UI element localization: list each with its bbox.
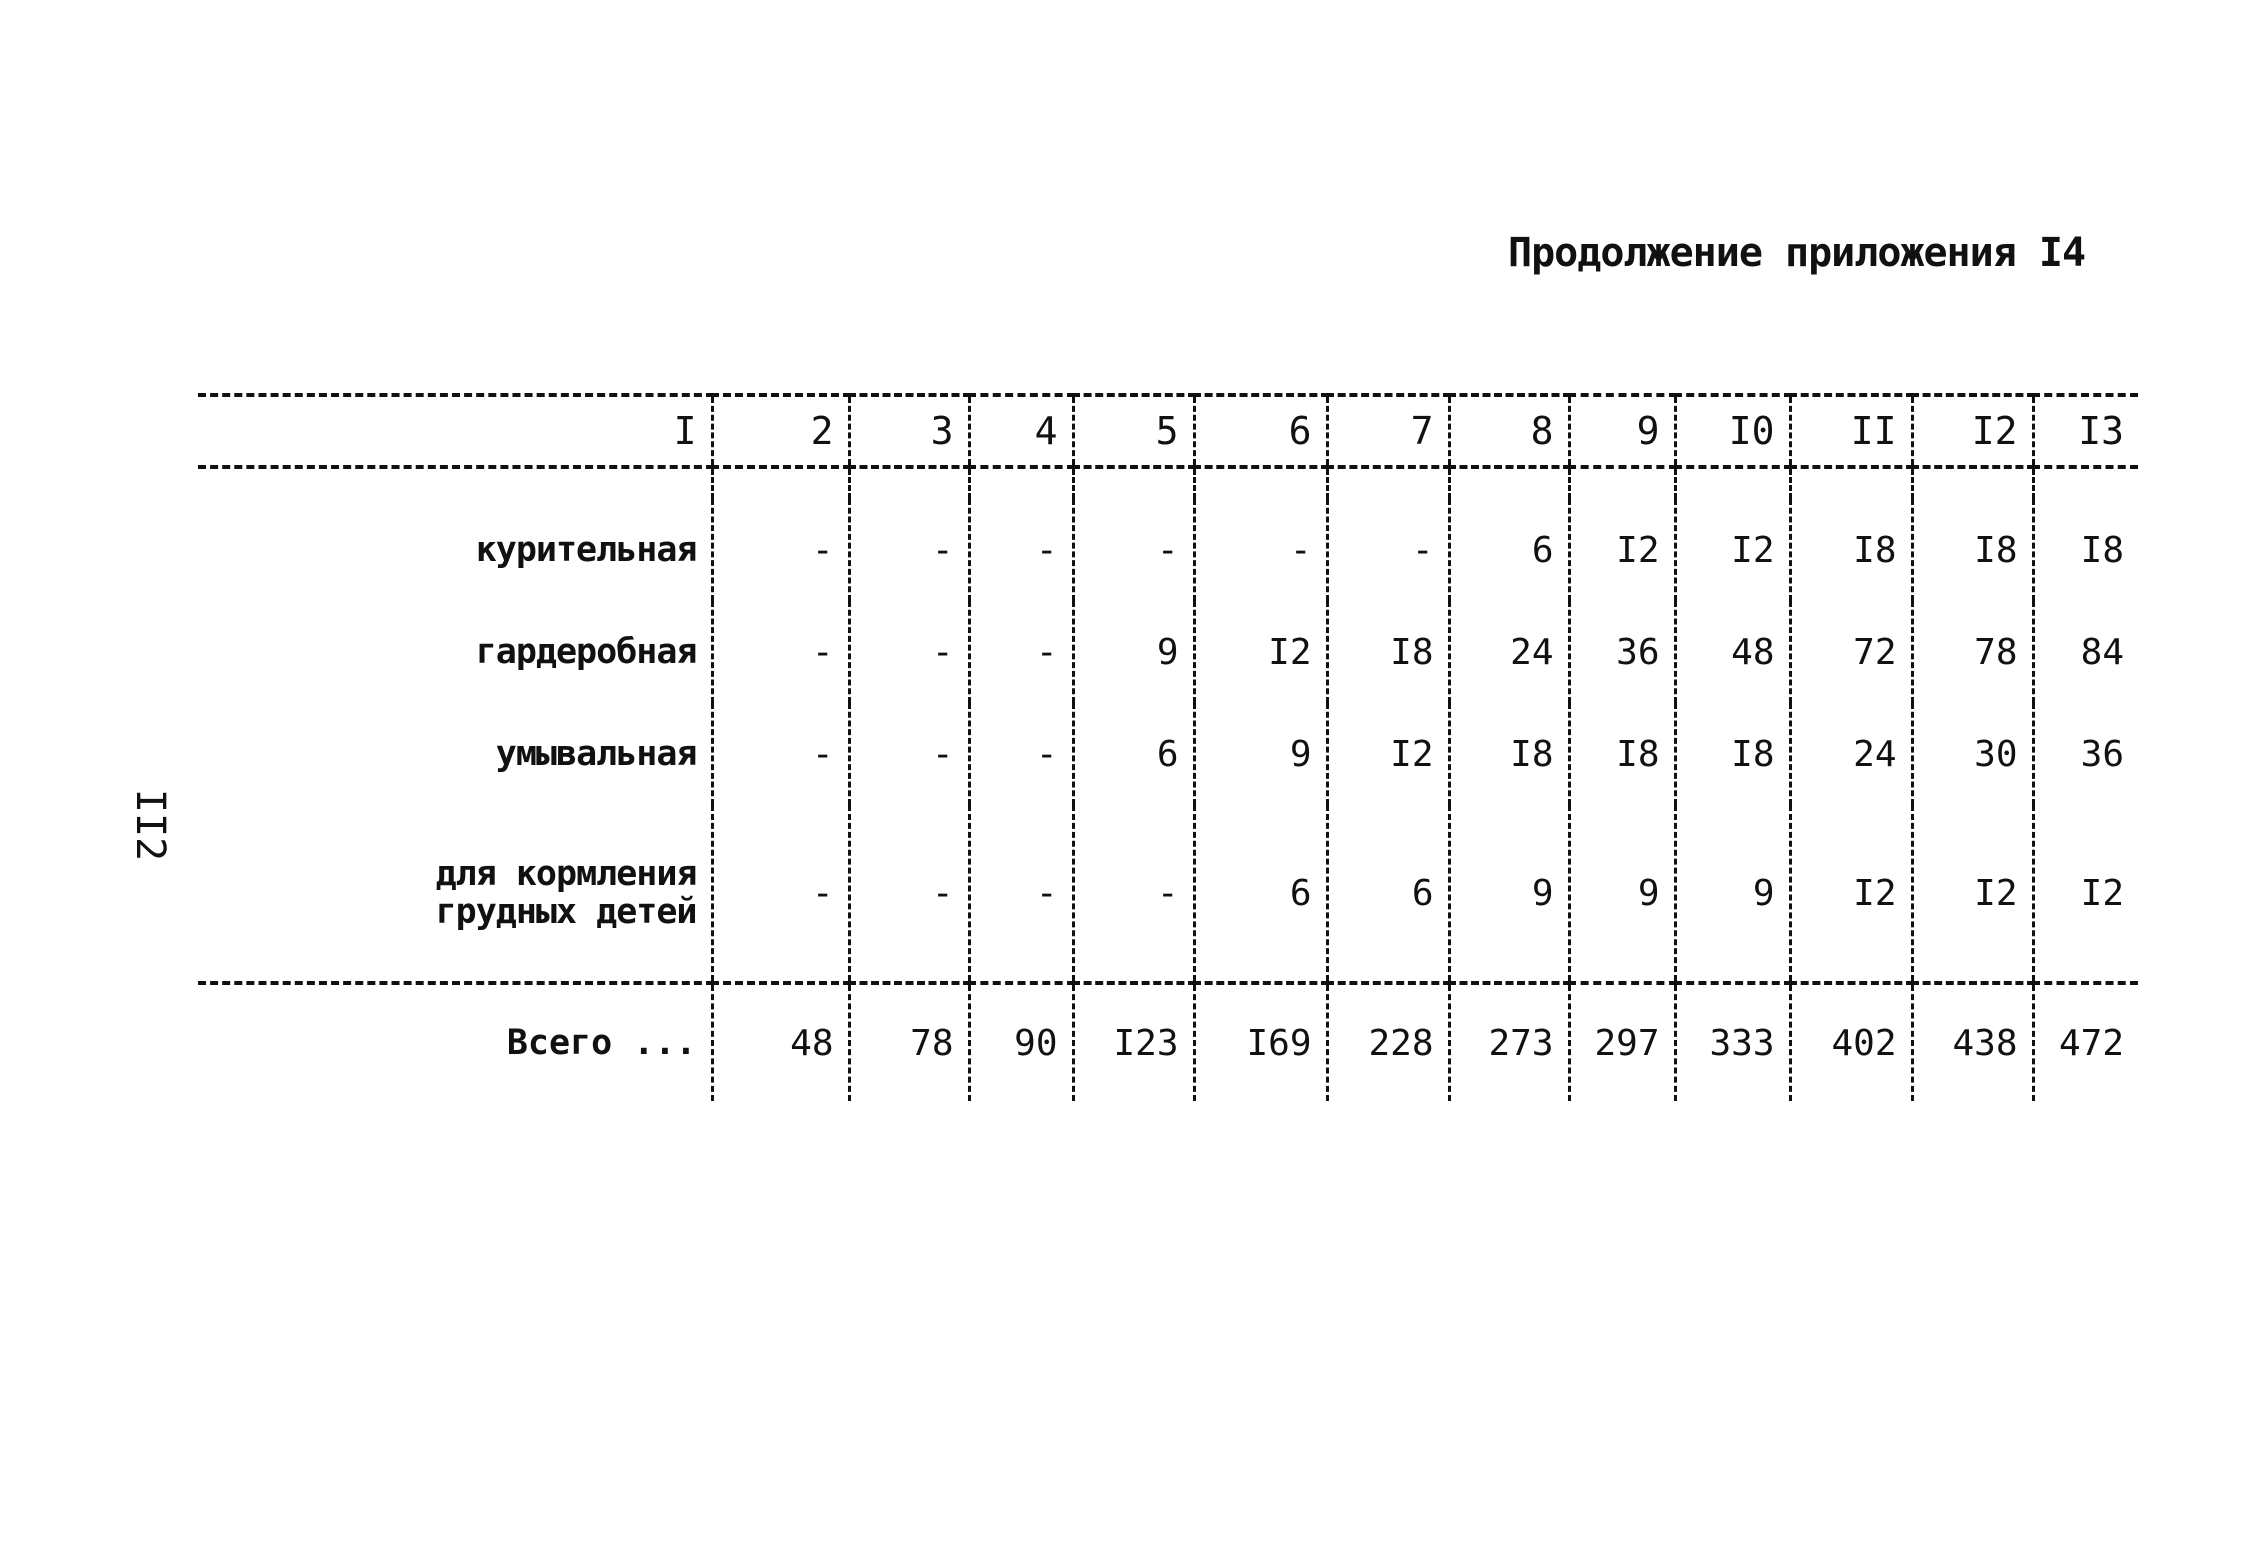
total-cell: 472 xyxy=(2033,983,2138,1101)
table-cell: 9 xyxy=(1194,703,1327,805)
total-cell: I23 xyxy=(1073,983,1194,1101)
table-cell: I2 xyxy=(1790,805,1912,983)
page-number: II2 xyxy=(127,788,173,862)
row-label: курительная xyxy=(475,530,697,570)
table-cell: 24 xyxy=(1449,601,1569,703)
table-cell: I8 xyxy=(1327,601,1449,703)
table-cell: 9 xyxy=(1675,805,1790,983)
total-cell: I69 xyxy=(1194,983,1327,1101)
total-cell: 228 xyxy=(1327,983,1449,1101)
column-header: 5 xyxy=(1073,395,1194,467)
column-header: 8 xyxy=(1449,395,1569,467)
table-cell: I2 xyxy=(1327,703,1449,805)
column-header: 9 xyxy=(1569,395,1675,467)
total-cell: 48 xyxy=(712,983,849,1101)
table-cell: I2 xyxy=(1912,805,2033,983)
table-cell: I2 xyxy=(1569,499,1675,601)
table-cell: - xyxy=(712,805,849,983)
table-cell: 9 xyxy=(1449,805,1569,983)
table-cell: - xyxy=(1327,499,1449,601)
table-cell: 9 xyxy=(1569,805,1675,983)
total-cell: 402 xyxy=(1790,983,1912,1101)
table-cell: 6 xyxy=(1327,805,1449,983)
table-header-row xyxy=(198,395,2138,467)
table-cell: I8 xyxy=(1569,703,1675,805)
table-row xyxy=(198,601,2138,703)
table-cell: I2 xyxy=(1675,499,1790,601)
column-header: II xyxy=(1790,395,1912,467)
table-cell: I8 xyxy=(1790,499,1912,601)
column-header: I2 xyxy=(1912,395,2033,467)
table-cell: I8 xyxy=(1912,499,2033,601)
total-cell: 78 xyxy=(849,983,969,1101)
column-header: 2 xyxy=(712,395,849,467)
appendix-heading: Продолжение приложения I4 xyxy=(1508,230,2086,276)
table-total-row xyxy=(198,983,2138,1101)
column-header: 7 xyxy=(1327,395,1449,467)
table-cell: I8 xyxy=(1675,703,1790,805)
total-cell: 90 xyxy=(969,983,1073,1101)
table-cell: - xyxy=(969,703,1073,805)
table-cell: - xyxy=(849,499,969,601)
table-cell: 24 xyxy=(1790,703,1912,805)
table-cell: - xyxy=(1073,499,1194,601)
row-label xyxy=(198,805,712,983)
total-cell: 297 xyxy=(1569,983,1675,1101)
table-cell: 36 xyxy=(1569,601,1675,703)
table-cell: - xyxy=(969,805,1073,983)
table-cell: 48 xyxy=(1675,601,1790,703)
table-cell: 72 xyxy=(1790,601,1912,703)
table-cell: - xyxy=(712,703,849,805)
row-label: умывальная xyxy=(495,734,697,774)
table-cell: 6 xyxy=(1194,805,1327,983)
table-row xyxy=(198,499,2138,601)
total-cell: 273 xyxy=(1449,983,1569,1101)
table-cell: 6 xyxy=(1449,499,1569,601)
table-cell: I8 xyxy=(2033,499,2138,601)
total-label: Всего ... xyxy=(506,1023,697,1063)
table-cell: - xyxy=(849,601,969,703)
room-area-table xyxy=(198,393,2138,1101)
table-row xyxy=(198,805,2138,983)
table-cell: - xyxy=(1073,805,1194,983)
table-cell: - xyxy=(969,499,1073,601)
table-cell: I8 xyxy=(1449,703,1569,805)
table-cell: - xyxy=(712,499,849,601)
row-label-line: для кормления xyxy=(435,854,697,894)
table-cell: 30 xyxy=(1912,703,2033,805)
table-cell: - xyxy=(712,601,849,703)
table-cell: - xyxy=(849,805,969,983)
total-cell: 333 xyxy=(1675,983,1790,1101)
row-label-line: грудных детей xyxy=(435,892,697,932)
column-header: I3 xyxy=(2033,395,2138,467)
table-row xyxy=(198,703,2138,805)
column-header: 3 xyxy=(849,395,969,467)
table-cell: - xyxy=(1194,499,1327,601)
table-cell: I2 xyxy=(2033,805,2138,983)
row-label: гардеробная xyxy=(475,632,697,672)
table-cell: - xyxy=(969,601,1073,703)
table-cell: I2 xyxy=(1194,601,1327,703)
column-header: I0 xyxy=(1675,395,1790,467)
column-header: I xyxy=(673,409,697,453)
table-cell: 9 xyxy=(1073,601,1194,703)
column-header: 6 xyxy=(1194,395,1327,467)
table-cell: 6 xyxy=(1073,703,1194,805)
table-cell: 36 xyxy=(2033,703,2138,805)
table-cell: - xyxy=(849,703,969,805)
column-header: 4 xyxy=(969,395,1073,467)
table-cell: 84 xyxy=(2033,601,2138,703)
table-cell: 78 xyxy=(1912,601,2033,703)
total-cell: 438 xyxy=(1912,983,2033,1101)
